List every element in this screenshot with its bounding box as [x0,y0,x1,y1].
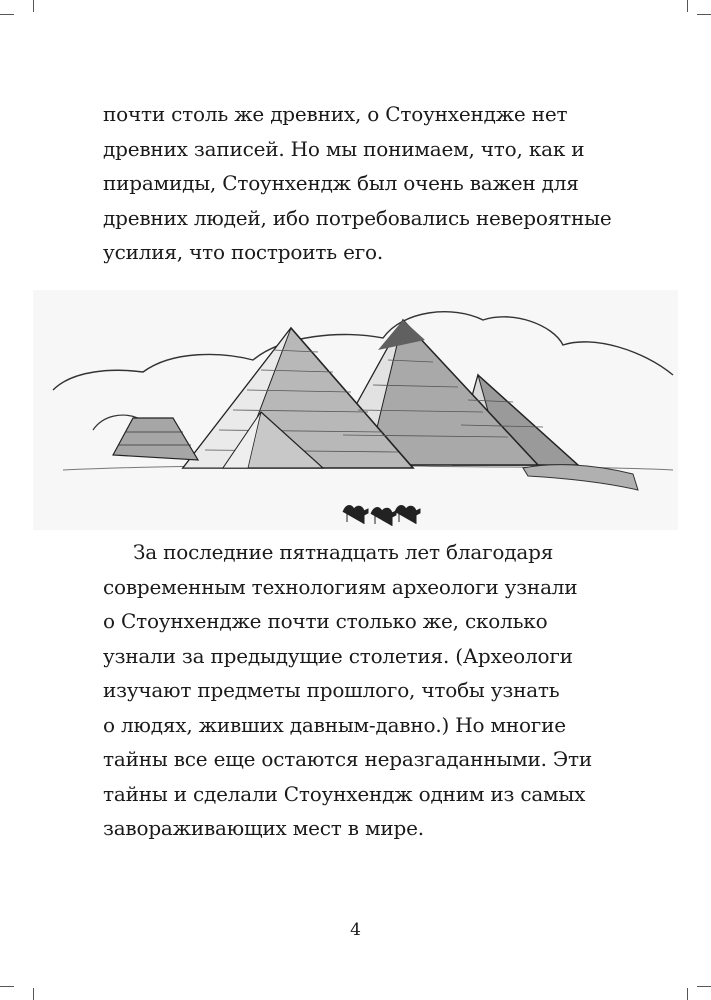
paragraph-bottom [103,535,623,846]
text-line: узнали за предыдущие столетия. (Археологи [103,643,573,668]
text-line: тайны и сделали Стоунхендж одним из самых [103,781,586,806]
text-line: древних записей. Но мы понимаем, что, как и [103,136,585,161]
text-line: завораживающих мест в мире. [103,816,424,840]
small-pyramid [113,418,198,460]
paragraph-top [103,97,623,270]
camel-caravan [343,506,420,526]
crop-mark [33,988,34,1000]
text-line: пирамиды, Стоунхендж был очень важен для [103,171,579,195]
text-line: древних людей, ибо потребовались невероятные [103,205,612,230]
crop-mark [33,0,34,12]
text-line: почти столь же древних, о Стоунхендже нет [103,102,568,126]
crop-mark [697,14,711,15]
page-number: 4 [350,920,361,940]
crop-mark [0,14,14,15]
text-line: изучают предметы прошлого, чтобы узнать [103,678,560,702]
cloud-outline [53,312,673,390]
text-line: За последние пятнадцать лет благодаря [133,540,554,564]
pyramids-illustration [33,290,678,530]
text-line: о Стоунхендже почти столько же, сколько [103,609,548,633]
crop-mark [697,986,711,987]
text-line: о людях, живших давным-давно.) Но многие [103,712,566,737]
text-line: усилия, что построить его. [103,240,383,264]
text-line: тайны все еще остаются неразгаданными. Эти [103,747,593,771]
crop-mark [687,988,688,1000]
text-line: современным технологиям археологи узнали [103,574,578,599]
crop-mark [687,0,688,12]
crop-mark [0,986,14,987]
